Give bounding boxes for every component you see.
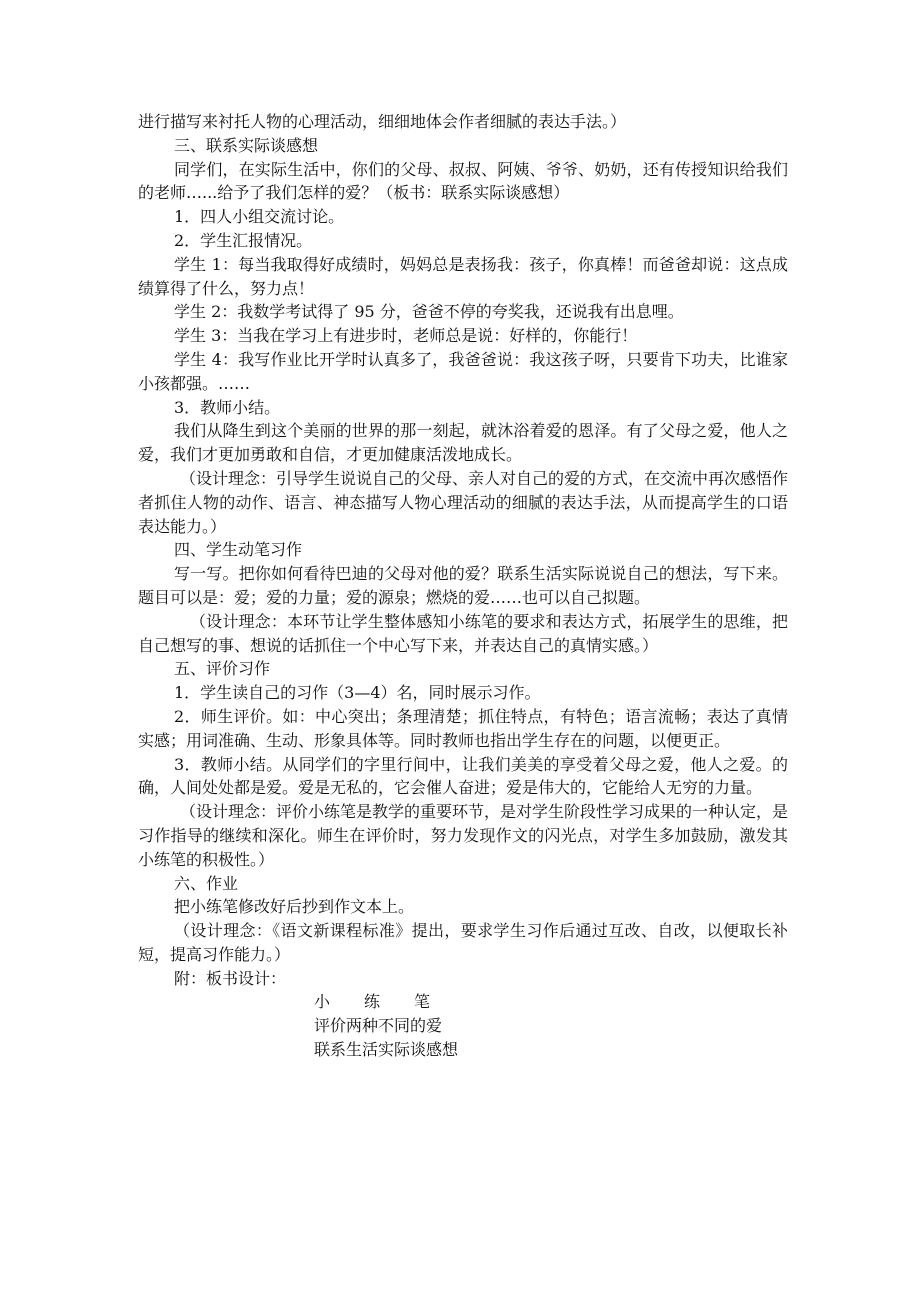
board-title-char: 笔 xyxy=(414,992,431,1012)
design-note-2: （设计理念：本环节让学生整体感知小练笔的要求和表达方式，拓展学生的思维，把自己想写的事、想说的话抓住一个中心写下来，并表达自己的真情实感。） xyxy=(138,611,788,655)
design-note-4: （设计理念：《语文新课程标准》提出，要求学生习作后通过互改、自改，以便取长补短，提高习作能力。） xyxy=(138,921,788,964)
student-2-report: 学生 2：我数学考试得了 95 分，爸爸不停的夸奖我，还说我有出息哩。 xyxy=(174,302,684,322)
homework-task: 把小练笔修改好后抄到作文本上。 xyxy=(174,897,415,917)
section-5-step-1: 1．学生读自己的习作（3—4）名，同时展示习作。 xyxy=(174,683,541,703)
section-3-intro: 同学们，在实际生活中，你们的父母、叔叔、阿姨、爷爷、奶奶，还有传授知识给我们的老师…...给予了我们怎样的爱？（板书：联系实际谈感想） xyxy=(138,159,788,203)
writing-task: 写一写。把你如何看待巴迪的父母对他的爱？联系生活实际说说自己的想法，写下来。题目可以是：爱；爱的力量；爱的源泉；燃烧的爱……也可以自己拟题。 xyxy=(138,564,788,607)
section-5-step-3: 3．教师小结。从同学们的字里行间中，让我们美美的享受着父母之爱，他人之爱。的确，人间处处都是爱。爱是无私的，它会催人奋进；爱是伟大的，它能给人无穷的力量。 xyxy=(138,754,788,798)
design-note-1: （设计理念：引导学生说说自己的父母、亲人对自己的爱的方式，在交流中再次感悟作者抓住人物的动作、语言、神态描写人物心理活动的细腻的表达手法，从而提高学生的口语表达能力。） xyxy=(138,468,789,536)
student-4-report: 学生 4：我写作业比开学时认真多了，我爸爸说：我这孩子呀，只要肯下功夫，比谁家小孩都强。…… xyxy=(138,349,788,393)
design-note-3: （设计理念：评价小练笔是教学的重要环节，是对学生阶段性学习成果的一种认定，是习作指导的继续和深化。师生在评价时，努力发现作文的闪光点，对学生多加鼓励，激发其小练笔的积极性。） xyxy=(138,802,789,869)
paragraph-continuation: 进行描写来衬托人物的心理活动，细细地体会作者细腻的表达手法。） xyxy=(138,112,627,131)
section-3-step-3: 3．教师小结。 xyxy=(174,397,281,417)
blackboard-design xyxy=(314,990,788,1061)
board-line-1: 评价两种不同的爱 xyxy=(314,1016,443,1036)
board-title xyxy=(314,990,788,1014)
section-3-step-2: 2．学生汇报情况。 xyxy=(174,230,313,250)
board-title-char: 小 xyxy=(314,992,331,1012)
document-page xyxy=(138,110,788,1062)
section-5-step-2: 2．师生评价。如：中心突出；条理清楚；抓住特点，有特色；语言流畅；表达了真情实感；用词准确、生动、形象具体等。同时教师也指出学生存在的问题，以便更正。 xyxy=(138,706,788,750)
section-3-heading: 三、联系实际谈感想 xyxy=(174,135,319,155)
student-3-report: 学生 3：当我在学习上有进步时，老师总是说：好样的，你能行！ xyxy=(174,326,638,346)
section-5-heading: 五、评价习作 xyxy=(174,659,271,679)
appendix-label: 附：板书设计： xyxy=(174,968,287,988)
board-line-2: 联系生活实际谈感想 xyxy=(314,1040,459,1060)
section-4-heading: 四、学生动笔习作 xyxy=(174,540,303,560)
teacher-summary: 我们从降生到这个美丽的世界的那一刻起，就沐浴着爱的恩泽。有了父母之爱，他人之爱，我们才更加勇敢和自信，才更加健康活泼地成长。 xyxy=(138,421,788,465)
student-1-report: 学生 1：每当我取得好成绩时，妈妈总是表扬我：孩子，你真棒！而爸爸却说：这点成绩算得了什么，努力点！ xyxy=(138,254,788,298)
board-title-char: 练 xyxy=(364,992,381,1012)
section-3-step-1: 1．四人小组交流讨论。 xyxy=(174,207,345,227)
section-6-heading: 六、作业 xyxy=(174,873,239,893)
